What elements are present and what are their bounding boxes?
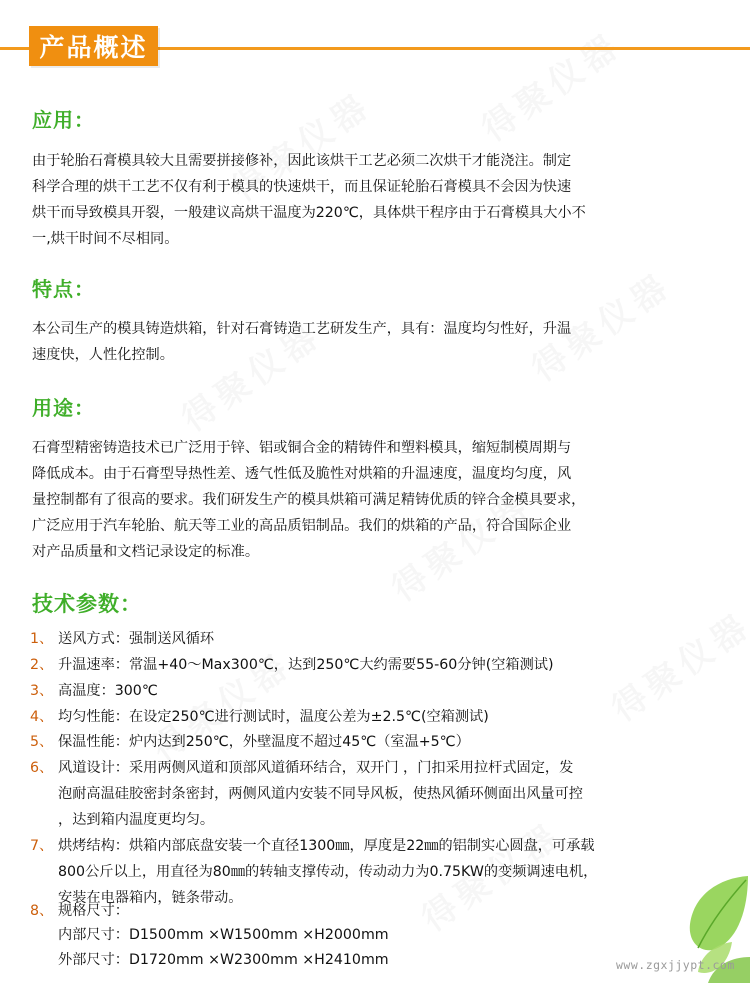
spec-number: 6、: [30, 760, 54, 776]
text-line: 本公司生产的模具铸造烘箱，针对石膏铸造工艺研发生产，具有：温度均匀性好，升温: [32, 321, 572, 337]
spec-item: [30, 678, 730, 704]
spec-text: 升温速率：常温+40～Max300℃，达到250℃大约需要55-60分钟(空箱测试): [58, 657, 554, 673]
paragraph-application: [32, 148, 722, 252]
spec-item: [30, 626, 730, 652]
spec-text: 均匀性能：在设定250℃进行测试时，温度公差为±2.5℃(空箱测试): [58, 709, 489, 725]
text-line: ，达到箱内温度更均匀。: [58, 812, 215, 828]
watermark-text: [470, 19, 629, 151]
page-title: 产品概述: [29, 26, 158, 66]
spec-number: 1、: [30, 631, 54, 647]
spec-text: 规格尺寸：: [58, 903, 129, 919]
heading-specs: 技术参数：: [32, 592, 142, 616]
spec-number: 2、: [30, 657, 54, 673]
heading-application: 应用：: [32, 108, 95, 132]
spec-text: 送风方式：强制送风循环: [58, 631, 215, 647]
text-line: 烘干而导致模具开裂，一般建议高烘干温度为220℃，具体烘干程序由于石膏模具大小不: [32, 205, 586, 221]
text-line: 速度快，人性化控制。: [32, 347, 174, 363]
heading-features: 特点：: [32, 277, 95, 301]
text-line: 安装在电器箱内，链条带动。: [58, 890, 243, 906]
heading-uses: 用途：: [32, 396, 95, 420]
paragraph-uses: [32, 435, 722, 565]
spec-item: [30, 755, 730, 781]
outer-size: 外部尺寸：D1720mm ×W2300mm ×H2410mm: [58, 952, 389, 968]
spec-item: [30, 652, 730, 678]
spec-item: [30, 704, 730, 730]
text-line: 广泛应用于汽车轮胎、航天等工业的高品质铝制品。我们的烘箱的产品，符合国际企业: [32, 518, 572, 534]
spec-item: [30, 729, 730, 755]
text-line: 800公斤以上，用直径为80㎜的转轴支撑传动，传动动力为0.75KW的变频调速电机，: [58, 864, 598, 880]
spec-number: 3、: [30, 683, 54, 699]
text-line: 降低成本。由于石膏型导热性差、透气性低及脆性对烘箱的升温速度，温度均匀度，风: [32, 466, 572, 482]
spec-number: 8、: [30, 903, 54, 919]
text-line: 泡耐高温硅胶密封条密封，两侧风道内安装不同导风板，使热风循环侧面出风量可控: [58, 786, 583, 802]
spec-number: 4、: [30, 709, 54, 725]
site-url: www.zgxjjypt.com: [616, 958, 735, 972]
spec-text: 烘烤结构：烘箱内部底盘安装一个直径1300㎜，厚度是22㎜的铝制实心圆盘，可承载: [58, 838, 595, 854]
text-line: 石膏型精密铸造技术已广泛用于锌、铝或铜合金的精铸件和塑料模具，缩短制模周期与: [32, 440, 572, 456]
spec-item: [30, 833, 730, 859]
text-line: 一,烘干时间不尽相同。: [32, 231, 179, 247]
spec-number: 5、: [30, 734, 54, 750]
text-line: 由于轮胎石膏模具较大且需要拼接修补，因此该烘干工艺必须二次烘干才能浇注。制定: [32, 153, 572, 169]
spec-item: [30, 898, 730, 924]
spec-continuation: [58, 781, 738, 833]
spec-text: 保温性能：炉内达到250℃，外壁温度不超过45℃（室温+5℃）: [58, 734, 470, 750]
spec-text: 风道设计：采用两侧风道和顶部风道循环结合，双开门 ，门扣采用拉杆式固定，发: [58, 760, 574, 776]
spec-text: 高温度：300℃: [58, 683, 158, 699]
paragraph-features: [32, 316, 722, 368]
text-line: 科学合理的烘干工艺不仅有利于模具的快速烘干，而且保证轮胎石膏模具不会因为快速: [32, 179, 572, 195]
spec-number: 7、: [30, 838, 54, 854]
text-line: 量控制都有了很高的要求。我们研发生产的模具烘箱可满足精铸优质的锌合金模具要求，: [32, 492, 586, 508]
inner-size: 内部尺寸：D1500mm ×W1500mm ×H2000mm: [58, 927, 389, 943]
text-line: 对产品质量和文档记录设定的标准。: [32, 544, 260, 560]
